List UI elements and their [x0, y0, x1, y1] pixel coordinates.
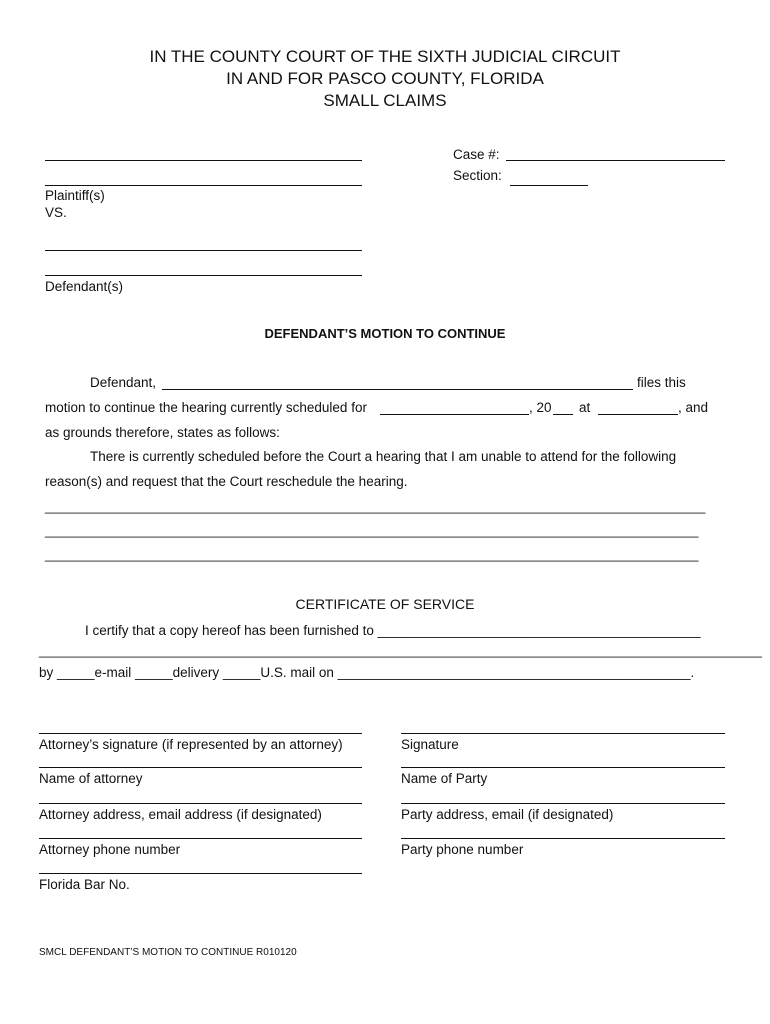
attorney-signature-line[interactable] — [39, 733, 362, 734]
certificate-title: CERTIFICATE OF SERVICE — [295, 596, 475, 612]
defendant-name-line-2[interactable] — [45, 275, 362, 276]
year-field[interactable] — [553, 414, 573, 415]
reason-blank-line-2[interactable]: ______________________________________________________________________________________________ — [45, 524, 699, 538]
year-prefix: , 20 — [529, 400, 552, 415]
florida-bar-label: Florida Bar No. — [39, 877, 130, 892]
plaintiff-name-line-1[interactable] — [45, 160, 362, 161]
attorney-name-line[interactable] — [39, 767, 362, 768]
attorney-name-label: Name of attorney — [39, 771, 143, 786]
reason-blank-line-3[interactable]: ______________________________________________________________________________________________ — [45, 548, 699, 562]
hearing-date-field[interactable] — [380, 414, 529, 415]
plaintiff-label: Plaintiff(s) — [45, 188, 105, 203]
at-label: at — [579, 400, 591, 415]
defendant-prefix: Defendant, — [90, 375, 157, 390]
party-name-label: Name of Party — [401, 771, 488, 786]
attorney-signature-label: Attorney’s signature (if represented by an attorney) — [39, 737, 343, 752]
attorney-phone-line[interactable] — [39, 838, 362, 839]
party-address-label: Party address, email (if designated) — [401, 807, 614, 822]
section-field[interactable] — [510, 185, 588, 186]
party-address-line[interactable] — [401, 803, 725, 804]
attorney-phone-label: Attorney phone number — [39, 842, 181, 857]
reason-blank-line-1[interactable]: _______________________________________________________________________________________________ — [45, 500, 706, 514]
florida-bar-line[interactable] — [39, 873, 362, 874]
motion-text: motion to continue the hearing currently scheduled for — [45, 400, 367, 415]
certify-blank-line[interactable]: ________________________________________________________________________________________________________ — [39, 644, 762, 658]
service-method-line: by _____e-mail _____delivery _____U.S. mail on _______________________________________________. — [39, 665, 695, 680]
attorney-address-line[interactable] — [39, 803, 362, 804]
reason-line-2: reason(s) and request that the Court reschedule the hearing. — [45, 474, 408, 489]
defendant-name-field[interactable] — [162, 389, 633, 390]
files-this-text: files this — [637, 375, 686, 390]
defendant-label: Defendant(s) — [45, 279, 124, 294]
section-label: Section: — [453, 168, 502, 183]
party-phone-label: Party phone number — [401, 842, 524, 857]
court-header-line-1: IN THE COUNTY COURT OF THE SIXTH JUDICIAL CIRCUIT — [149, 47, 621, 66]
party-signature-label: Signature — [401, 737, 459, 752]
reason-line-1: There is currently scheduled before the Court a hearing that I am unable to attend for the following — [90, 449, 677, 464]
court-header-line-3: SMALL CLAIMS — [323, 91, 447, 110]
motion-title: DEFENDANT’S MOTION TO CONTINUE — [264, 326, 506, 341]
hearing-time-field[interactable] — [598, 414, 678, 415]
form-footer-code: SMCL DEFENDANT’S MOTION TO CONTINUE R010120 — [39, 947, 297, 958]
party-name-line[interactable] — [401, 767, 725, 768]
plaintiff-name-line-2[interactable] — [45, 185, 362, 186]
grounds-text: as grounds therefore, states as follows: — [45, 425, 280, 440]
attorney-address-label: Attorney address, email address (if designated) — [39, 807, 322, 822]
vs-label: VS. — [45, 205, 67, 220]
case-number-field[interactable] — [506, 160, 725, 161]
party-phone-line[interactable] — [401, 838, 725, 839]
defendant-name-line-1[interactable] — [45, 250, 362, 251]
court-header-line-2: IN AND FOR PASCO COUNTY, FLORIDA — [226, 69, 544, 88]
and-label: , and — [678, 400, 709, 415]
case-number-label: Case #: — [453, 147, 500, 162]
party-signature-line[interactable] — [401, 733, 725, 734]
certify-text: I certify that a copy hereof has been furnished to ___________________________________________ — [85, 623, 701, 638]
